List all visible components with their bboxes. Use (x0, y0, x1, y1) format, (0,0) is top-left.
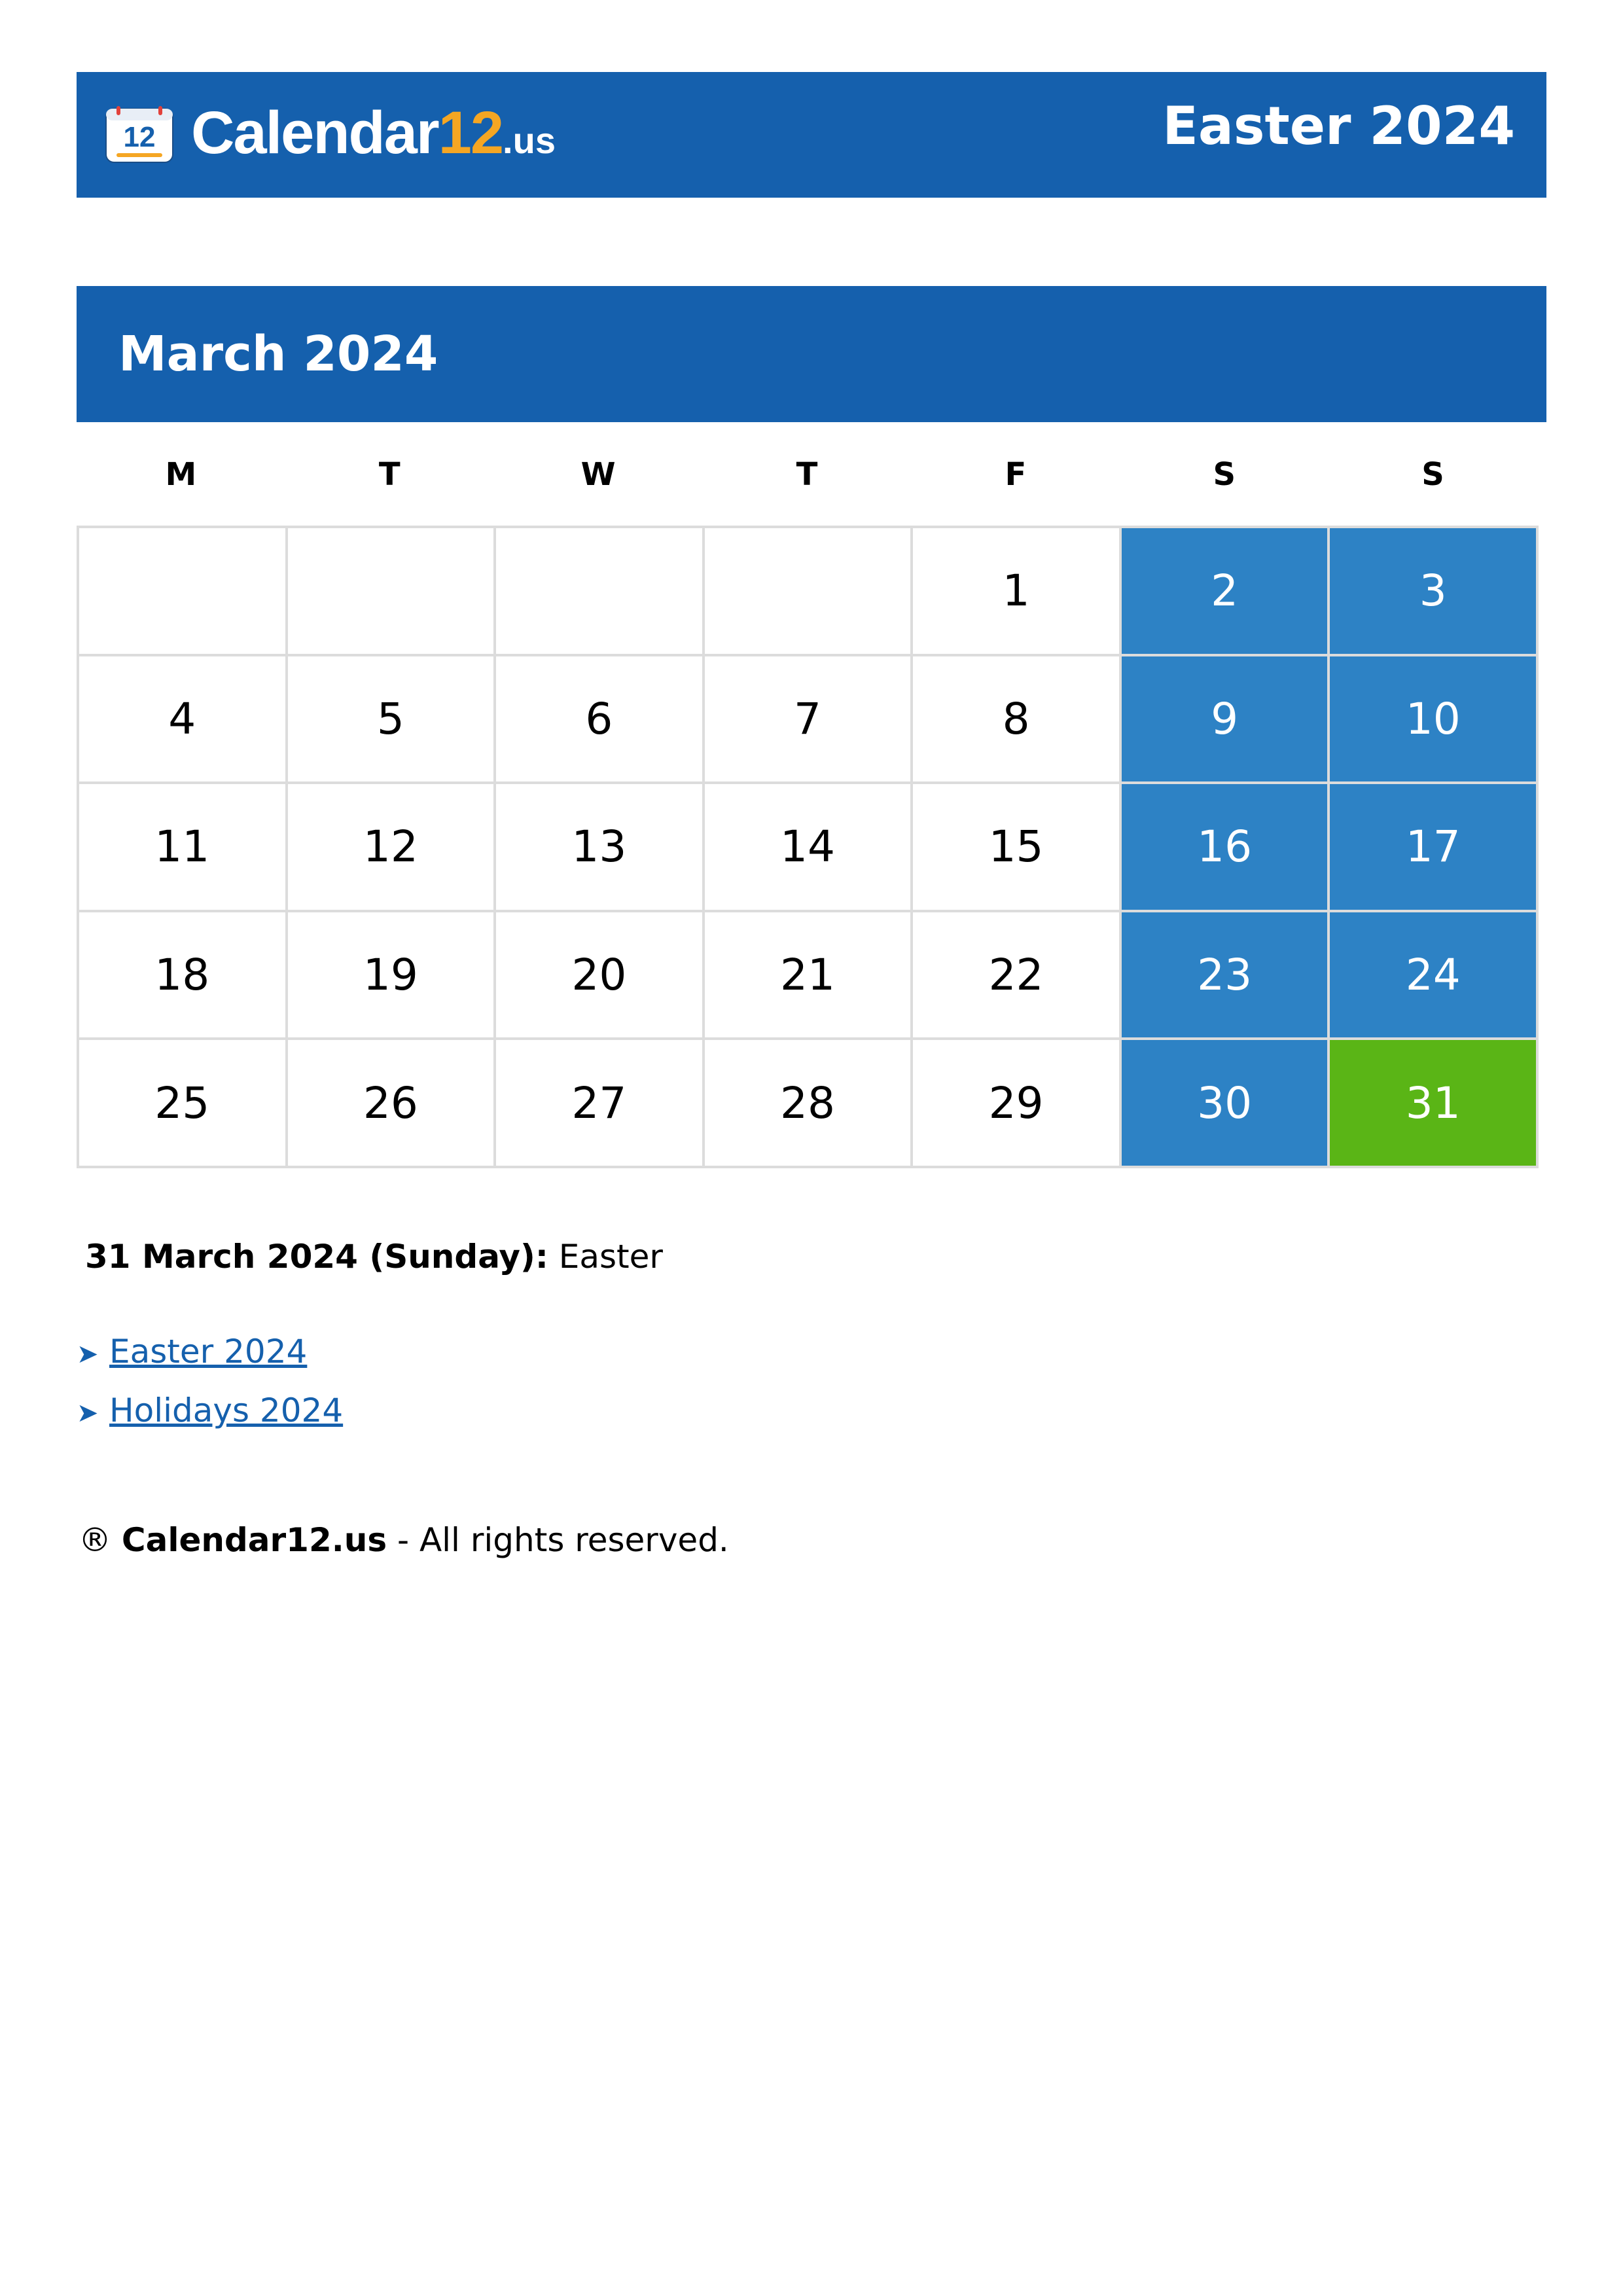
calendar-grid (77, 526, 1539, 1168)
site-logo[interactable] (191, 97, 556, 169)
day-cell-weekend: 3 (1330, 528, 1539, 656)
day-cell: 20 (496, 912, 705, 1041)
day-cell-weekend: 9 (1122, 656, 1330, 785)
day-cell: 18 (79, 912, 288, 1041)
weekday-header-row (77, 445, 1537, 504)
weekday-monday: M (165, 456, 197, 493)
day-cell-holiday-easter: 31 (1330, 1040, 1539, 1168)
holiday-note-date: 31 March 2024 (Sunday): (85, 1238, 548, 1276)
day-cell-weekend: 24 (1330, 912, 1539, 1041)
day-cell-weekend: 16 (1122, 784, 1330, 912)
day-cell-weekend: 2 (1122, 528, 1330, 656)
day-cell: 11 (79, 784, 288, 912)
weekday-tuesday: T (378, 456, 401, 493)
day-cell: 21 (705, 912, 914, 1041)
day-cell-weekend: 23 (1122, 912, 1330, 1041)
weekday-friday: F (1005, 456, 1027, 493)
site-header (77, 72, 1546, 198)
day-cell: 6 (496, 656, 705, 785)
day-cell: 15 (913, 784, 1122, 912)
day-cell: 22 (913, 912, 1122, 1041)
day-cell: 25 (79, 1040, 288, 1168)
day-cell: 12 (288, 784, 497, 912)
day-cell: 5 (288, 656, 497, 785)
day-cell-weekend: 10 (1330, 656, 1539, 785)
day-cell-empty (705, 528, 914, 656)
page-title: Easter 2024 (1162, 96, 1515, 156)
link-easter-2024[interactable]: Easter 2024 (109, 1333, 308, 1371)
footer (79, 1514, 729, 1566)
day-cell-empty (496, 528, 705, 656)
holiday-note (85, 1230, 663, 1283)
day-cell-weekend: 17 (1330, 784, 1539, 912)
day-cell: 4 (79, 656, 288, 785)
arrow-right-icon: ➤ (77, 1338, 99, 1369)
footer-brand: Calendar12.us (121, 1521, 387, 1559)
day-cell: 27 (496, 1040, 705, 1168)
link-item-easter (77, 1325, 307, 1380)
logo-brand-number: 12 (438, 99, 503, 166)
day-cell: 1 (913, 528, 1122, 656)
day-cell-empty (79, 528, 288, 656)
weekday-saturday: S (1213, 456, 1236, 493)
day-cell: 26 (288, 1040, 497, 1168)
calendar-icon-number: 12 (123, 121, 156, 153)
day-cell: 29 (913, 1040, 1122, 1168)
footer-text: - All rights reserved. (397, 1521, 729, 1559)
link-item-holidays (77, 1384, 343, 1439)
month-title: March 2024 (118, 326, 438, 382)
weekday-thursday: T (796, 456, 818, 493)
logo-brand-tld: .us (503, 120, 556, 161)
logo-brand: Calendar (191, 99, 438, 166)
day-cell: 28 (705, 1040, 914, 1168)
day-cell: 19 (288, 912, 497, 1041)
day-cell: 13 (496, 784, 705, 912)
month-header (77, 286, 1546, 422)
day-cell: 8 (913, 656, 1122, 785)
holiday-note-name: Easter (558, 1238, 663, 1276)
day-cell: 14 (705, 784, 914, 912)
link-holidays-2024[interactable]: Holidays 2024 (109, 1391, 344, 1429)
day-cell-weekend: 30 (1122, 1040, 1330, 1168)
arrow-right-icon: ➤ (77, 1397, 99, 1428)
calendar-icon[interactable] (105, 106, 174, 164)
day-cell: 7 (705, 656, 914, 785)
weekday-sunday: S (1421, 456, 1444, 493)
day-cell-empty (288, 528, 497, 656)
weekday-wednesday: W (580, 456, 616, 493)
registered-icon: ® (79, 1521, 111, 1559)
